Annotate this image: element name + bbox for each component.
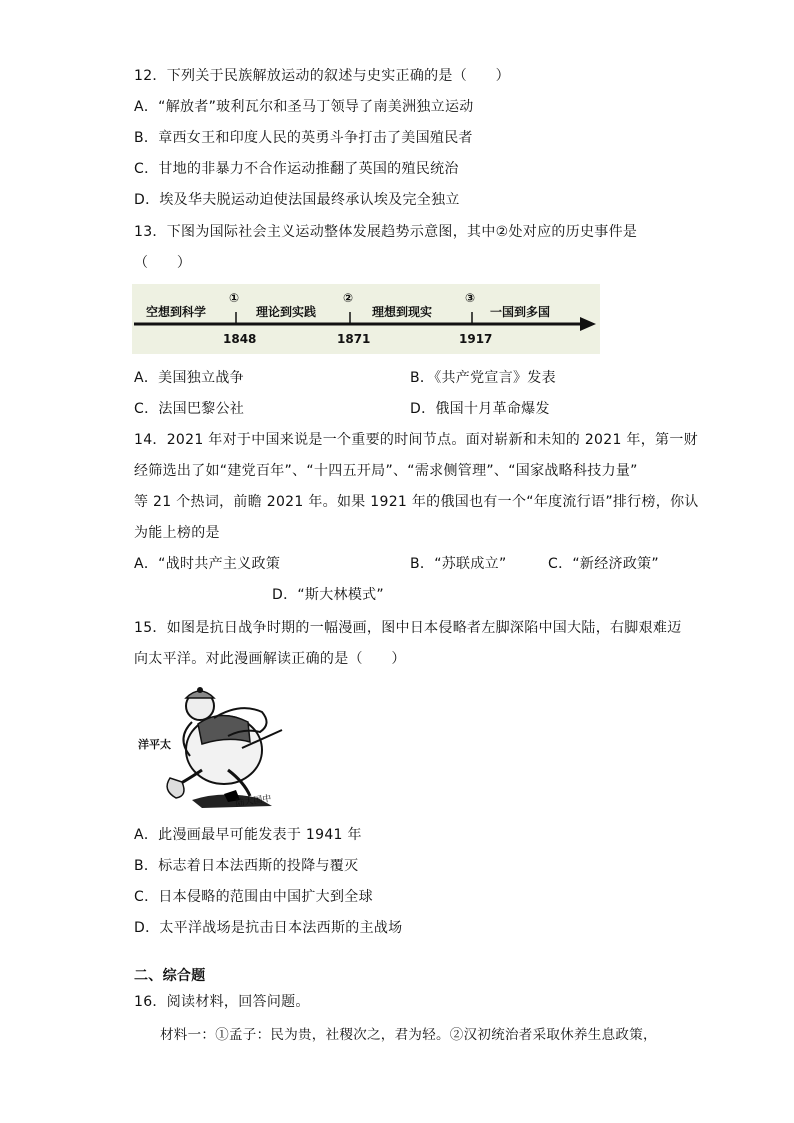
q15-option-d: D．太平洋战场是抗击日本法西斯的主战场 — [134, 920, 403, 936]
q14-line-1: 14．2021 年对于中国来说是一个重要的时间节点。面对崭新和未知的 2021 年，第一财 — [134, 432, 698, 448]
q15-option-c: C．日本侵略的范围由中国扩大到全球 — [134, 889, 373, 905]
q14-option-d: D．“斯大林模式” — [272, 587, 384, 603]
q13-option-c: C．法国巴黎公社 — [134, 401, 245, 417]
q15-option-a: A．此漫画最早可能发表于 1941 年 — [134, 827, 362, 843]
cartoon-label-china: 陆大国中 — [235, 794, 273, 809]
q12-option-b: B．章西女王和印度人民的英勇斗争打击了美国殖民者 — [134, 130, 473, 146]
timeline-year-3: 1917 — [459, 332, 493, 346]
timeline-year-2: 1871 — [337, 332, 371, 346]
q12-stem: 12．下列关于民族解放运动的叙述与史实正确的是（ ） — [134, 68, 510, 84]
cartoon-label-pacific: 洋平太 — [138, 738, 171, 751]
q12-option-c: C．甘地的非暴力不合作运动推翻了英国的殖民统治 — [134, 161, 459, 177]
q13-stem-cont: （ ） — [134, 255, 192, 271]
timeline-stage-2: 理论到实践 — [256, 305, 317, 319]
timeline-stage-1: 空想到科学 — [146, 305, 207, 319]
timeline-stage-3: 理想到现实 — [372, 305, 433, 319]
timeline-stage-4: 一国到多国 — [490, 305, 551, 319]
timeline-year-1: 1848 — [223, 332, 257, 346]
q15-option-b: B．标志着日本法西斯的投降与覆灭 — [134, 858, 359, 874]
japan-invader-cartoon — [132, 678, 304, 812]
q16-stem: 16．阅读材料，回答问题。 — [134, 994, 310, 1010]
q13-option-b: B．《共产党宣言》发表 — [410, 370, 556, 386]
q14-option-b: B．“苏联成立” — [410, 556, 507, 572]
q14-option-c: C．“新经济政策” — [548, 556, 659, 572]
q12-option-a: A．“解放者”玻利瓦尔和圣马丁领导了南美洲独立运动 — [134, 99, 474, 115]
timeline-marker-3: ③ — [465, 291, 476, 305]
timeline-marker-1: ① — [229, 291, 240, 305]
q13-option-d: D．俄国十月革命爆发 — [410, 401, 550, 417]
q13-option-a: A．美国独立战争 — [134, 370, 244, 386]
q16-material-1: 材料一：①孟子：民为贵，社稷次之，君为轻。②汉初统治者采取休养生息政策， — [160, 1027, 657, 1043]
q15-line-1: 15．如图是抗日战争时期的一幅漫画，图中日本侵略者左脚深陷中国大陆，右脚艰难迈 — [134, 620, 682, 636]
q14-line-3: 等 21 个热词，前瞻 2021 年。如果 1921 年的俄国也有一个“年度流行语”排行榜，你认 — [134, 494, 699, 510]
q13-stem: 13．下图为国际社会主义运动整体发展趋势示意图，其中②处对应的历史事件是 — [134, 224, 638, 240]
q14-line-4: 为能上榜的是 — [134, 525, 220, 541]
socialism-timeline-figure — [132, 284, 600, 354]
timeline-marker-2: ② — [343, 291, 354, 305]
q14-option-a: A．“战时共产主义政策 — [134, 556, 281, 572]
q14-line-2: 经筛选出了如“建党百年”、“十四五开局”、“需求侧管理”、“国家战略科技力量” — [134, 463, 638, 479]
section-heading: 二、综合题 — [134, 968, 206, 984]
q15-line-2: 向太平洋。对此漫画解读正确的是（ ） — [134, 651, 406, 667]
q12-option-d: D．埃及华夫脱运动迫使法国最终承认埃及完全独立 — [134, 192, 460, 208]
